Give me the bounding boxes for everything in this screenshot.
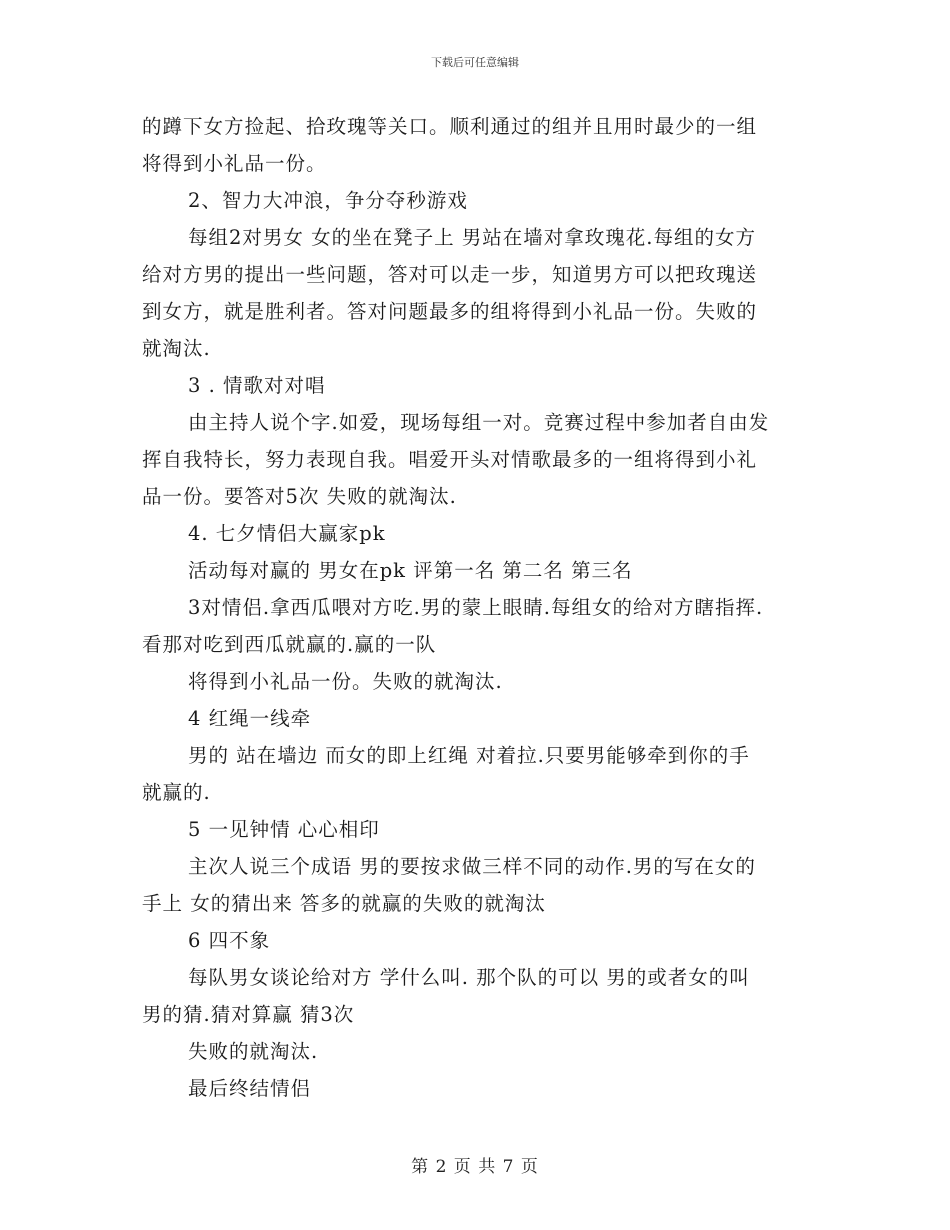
- text-line: 挥自我特长，努力表现自我。唱爱开头对情歌最多的一组将得到小礼: [142, 448, 758, 471]
- text-line: 品一份。要答对5次 失败的就淘汰.: [142, 485, 457, 508]
- page-footer: 第 2 页 共 7 页: [411, 1157, 539, 1177]
- text-line: 将得到小礼品一份。: [142, 152, 327, 175]
- text-line: 4. 七夕情侣大赢家pk: [188, 522, 386, 545]
- text-line: 每组2对男女 女的坐在凳子上 男站在墙对拿玫瑰花.每组的女方: [188, 226, 757, 249]
- text-line: 给对方男的提出一些问题，答对可以走一步，知道男方可以把玫瑰送: [142, 263, 758, 286]
- text-line: 男的 站在墙边 而女的即上红绳 对着拉.只要男能够牵到你的手: [188, 744, 750, 767]
- text-line: 每队男女谈论给对方 学什么叫. 那个队的可以 男的或者女的叫: [188, 966, 750, 989]
- text-line: 3 . 情歌对对唱: [188, 374, 326, 397]
- text-line: 男的猜.猜对算赢 猜3次: [142, 1003, 355, 1026]
- text-line: 2、智力大冲浪，争分夺秒游戏: [188, 189, 468, 212]
- text-line: 活动每对赢的 男女在pk 评第一名 第二名 第三名: [188, 559, 633, 582]
- text-line: 看那对吃到西瓜就赢的.赢的一队: [142, 633, 437, 656]
- text-line: 的蹲下女方捡起、拾玫瑰等关口。顺利通过的组并且用时最少的一组: [142, 115, 758, 138]
- text-line: 到女方，就是胜利者。答对问题最多的组将得到小礼品一份。失败的: [142, 300, 758, 323]
- text-line: 将得到小礼品一份。失败的就淘汰.: [188, 670, 503, 693]
- document-body: [142, 108, 812, 1107]
- text-line: 5 一见钟情 心心相印: [188, 818, 380, 841]
- text-line: 就赢的.: [142, 781, 211, 804]
- text-line: 3对情侣.拿西瓜喂对方吃.男的蒙上眼睛.每组女的给对方瞎指挥.: [188, 596, 764, 619]
- text-line: 手上 女的猜出来 答多的就赢的失败的就淘汰: [142, 892, 546, 915]
- text-line: 失败的就淘汰.: [188, 1040, 319, 1063]
- text-line: 由主持人说个字.如爱，现场每组一对。竞赛过程中参加者自由发: [188, 411, 770, 434]
- text-line: 4 红绳一线牵: [188, 707, 312, 730]
- page-header: 下载后可任意编辑: [431, 56, 519, 69]
- text-line: 主次人说三个成语 男的要按求做三样不同的动作.男的写在女的: [188, 855, 756, 878]
- text-line: 就淘汰.: [142, 337, 211, 360]
- text-line: 6 四不象: [188, 929, 271, 952]
- text-line: 最后终结情侣: [188, 1077, 312, 1100]
